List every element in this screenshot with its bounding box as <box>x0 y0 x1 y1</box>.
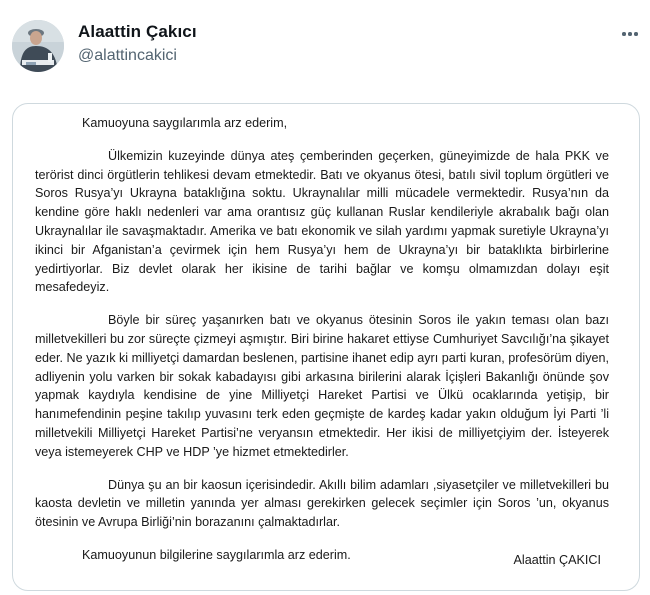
greeting: Kamuoyuna saygılarımla arz ederim, <box>82 116 288 130</box>
statement-document <box>35 114 609 565</box>
author-display-name[interactable]: Alaattin Çakıcı <box>78 22 197 41</box>
author-handle[interactable]: @alattincakici <box>78 47 177 64</box>
paragraph: Ülkemizin kuzeyinde dünya ateş çemberinden geçerken, güneyimizde de hala PKK ve terörist dinci örgütlerin tehlikesi devam etmektedir. Batı ve okyanus ötesi, batılı sivil toplum örgütleri ve Soros Rusya’yı Ukrayna bataklığına soktu. Ukraynalılar milli mücadele vermektedir. Rusya’nın da kendine göre haklı nedenleri var ama orantısız güç kullanan Ruslar kendileriyle akrabalık bağı olan Ukraynalılar ile savaşmaktadır. Amerika ve batı ekonomik ve silah yardımı yapmak suretiyle Ukrayna’yı ikinci bir Afganistan’a çevirmek için hem Rusya’yı hem de Ukrayna’yı bir bataklıkta birbirlerine yedirtiyorlar. Biz devlet olarak her ikisine de tarihi bağlar ve komşu olmamızdan dolayı eşit mesafedeyiz. <box>35 148 609 295</box>
paragraph: Dünya şu an bir kaosun içerisindedir. Akıllı bilim adamları ,siyasetçiler ve milletvekilleri bu kaosta devletin ve milletin yanında yer alması gerekirken gelecek seçimler için Soros ’un, okyanus ötesinin ve Avrupa Birliği’nin borazanını çalmaktadırlar. <box>35 477 609 530</box>
more-horizontal-icon <box>622 32 626 36</box>
avatar[interactable] <box>12 20 64 72</box>
profile-photo-avatar-icon <box>12 20 64 72</box>
more-horizontal-icon <box>634 32 638 36</box>
paragraph: Böyle bir süreç yaşanırken batı ve okyanus ötesinin Soros ile yakın teması olan bazı milletvekilleri bu zor süreçte çizmeyi aşmıştır. Biri birine hakaret ettiyse Cumhuriyet Savcılığı’na şikayet eder. Ne yazık ki milliyetçi damardan beslenen, partisine ihanet edip ayrı parti kuran, profesörüm diyen, adliyenin yolu varken bir sokak kabadayısı gibi arkasına birilerini alarak İçişleri Bakanlığı önünde şov yapmak kaydıyla kendisine de yine Milliyetçi Hareket Partisi ve Ülkü ocaklarında yetişip, bir hanımefendinin peşine takılıp yuvasını terk eden geçmişte de kardeş kadar yakın olduğum İyi Parti ’li milletvekili Milliyetçi Hareket Partisi’ne veryansın etmektedir. Her ikisi de milliyetçiyim der. İsteyerek veya istemeyerek CHP ve HDP ’ye hizmet etmektedirler. <box>35 313 610 459</box>
attached-image[interactable] <box>12 103 640 591</box>
more-options-button[interactable] <box>618 24 642 44</box>
signature: Alaattin ÇAKICI <box>513 553 601 567</box>
closing-line: Kamuoyunun bilgilerine saygılarımla arz ederim. <box>82 547 351 562</box>
more-horizontal-icon <box>628 32 632 36</box>
